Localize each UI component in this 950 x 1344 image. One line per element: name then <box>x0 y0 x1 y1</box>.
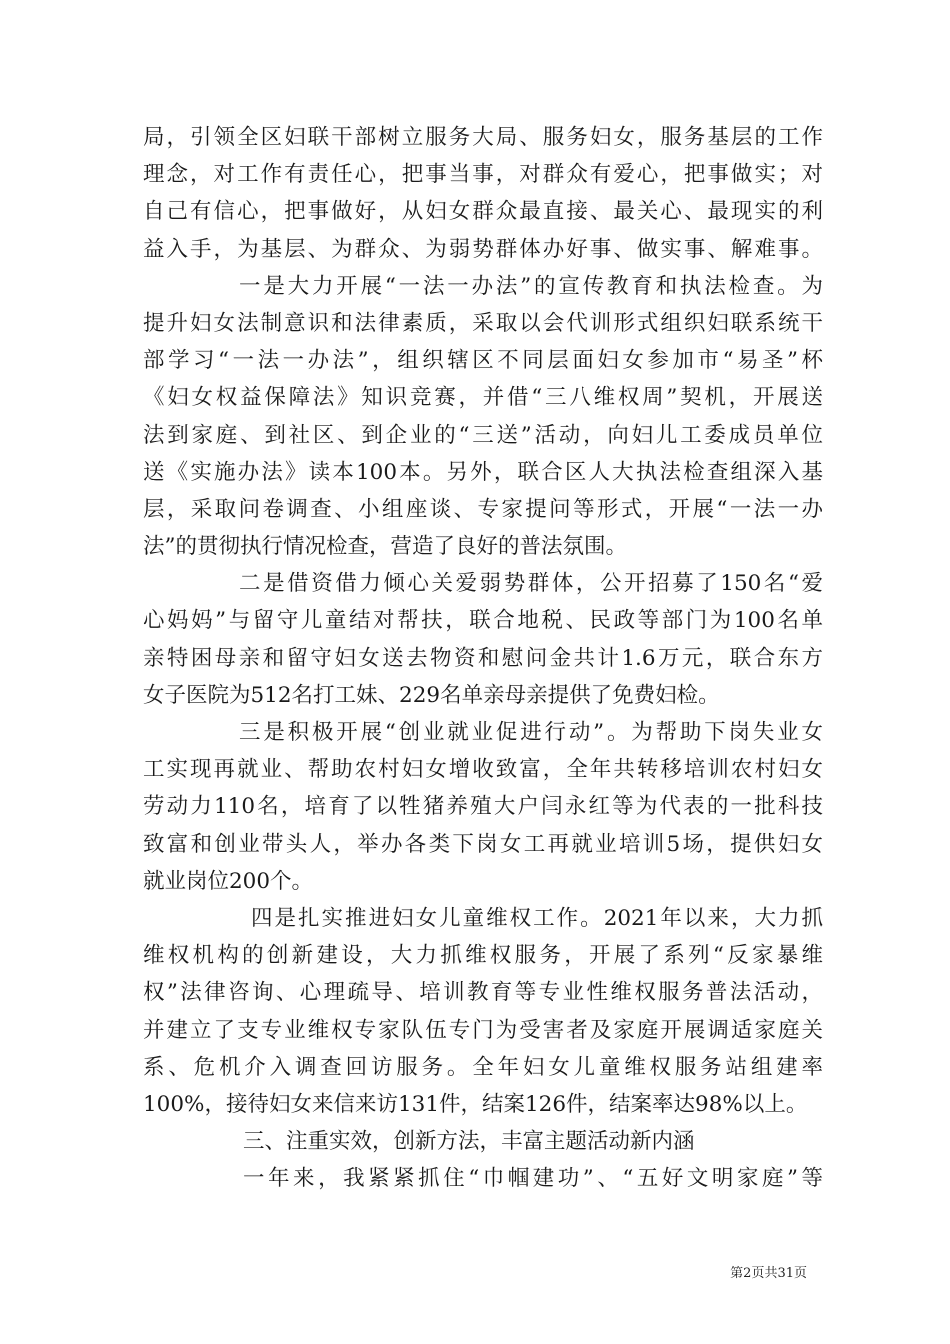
text-line: 工实现再就业、帮助农村妇女增收致富，全年共转移培训农村妇女 <box>143 757 823 783</box>
text-line: 致富和创业带头人，举办各类下岗女工再就业培训5场，提供妇女 <box>143 831 823 857</box>
paragraph-first-line: 三是积极开展“创业就业促进行动”。为帮助下岗失业女 <box>239 720 823 745</box>
paragraph-last-line: 法”的贯彻执行情况检查，营造了良好的普法氛围。 <box>143 534 627 560</box>
paragraph-first-line: 一是大力开展“一法一办法”的宣传教育和执法检查。为 <box>239 273 823 299</box>
body-text <box>143 119 823 1197</box>
text-line: 提升妇女法制意识和法律素质，采取以会代训形式组织妇联系统干 <box>143 310 823 336</box>
text-line: 层，采取问卷调查、小组座谈、专家提问等形式，开展“一法一办 <box>143 496 823 522</box>
text-line: 法到家庭、到社区、到企业的“三送”活动，向妇儿工委成员单位 <box>143 422 823 448</box>
text-line: 系、危机介入调查回访服务。全年妇女儿童维权服务站组建率 <box>143 1054 823 1080</box>
text-line: 局，引领全区妇联干部树立服务大局、服务妇女，服务基层的工作 <box>143 125 823 150</box>
text-line: 权”法律咨询、心理疏导、培训教育等专业性维权服务普法活动， <box>143 980 823 1006</box>
text-line: 心妈妈”与留守儿童结对帮扶，联合地税、民政等部门为100名单 <box>143 608 823 634</box>
page-number: 第2页共31页 <box>730 1266 807 1281</box>
text-line: 部学习“一法一办法”，组织辖区不同层面妇女参加市“易圣”杯 <box>143 348 823 374</box>
text-line: 理念，对工作有责任心，把事当事，对群众有爱心，把事做实；对 <box>143 162 823 188</box>
text-line: 自己有信心，把事做好，从妇女群众最直接、最关心、最现实的利 <box>143 199 823 225</box>
text-line: 《妇女权益保障法》知识竞赛，并借“三八维权周”契机，开展送 <box>143 385 823 411</box>
text-line: 并建立了支专业维权专家队伍专门为受害者及家庭开展调适家庭关 <box>143 1017 823 1043</box>
paragraph-first-line: 四是扎实推进妇女儿童维权工作。2021年以来，大力抓 <box>251 905 823 931</box>
paragraph-last-line: 女子医院为512名打工妹、229名单亲母亲提供了免费妇检。 <box>143 682 720 708</box>
section-heading: 三、注重实效，创新方法，丰富主题活动新内涵 <box>243 1129 695 1155</box>
text-line: 维权机构的创新建设，大力抓维权服务，开展了系列“反家暴维 <box>143 943 823 969</box>
text-line: 劳动力110名，培育了以牲猪养殖大户闫永红等为代表的一批科技 <box>143 794 823 820</box>
paragraph-last-line: 100%，接待妇女来信来访131件，结案126件，结案率达98%以上。 <box>143 1091 808 1117</box>
paragraph-first-line: 二是借资借力倾心关爱弱势群体，公开招募了150名“爱 <box>239 571 823 597</box>
text-line: 益入手，为基层、为群众、为弱势群体办好事、做实事、解难事。 <box>143 236 823 262</box>
paragraph-first-line: 一年来，我紧紧抓住“巾帼建功”、“五好文明家庭”等 <box>243 1166 823 1192</box>
paragraph-last-line: 就业岗位200个。 <box>143 868 314 894</box>
text-line: 亲特困母亲和留守妇女送去物资和慰问金共计1.6万元，联合东方 <box>143 645 823 671</box>
text-line: 送《实施办法》读本100本。另外，联合区人大执法检查组深入基 <box>143 459 823 485</box>
